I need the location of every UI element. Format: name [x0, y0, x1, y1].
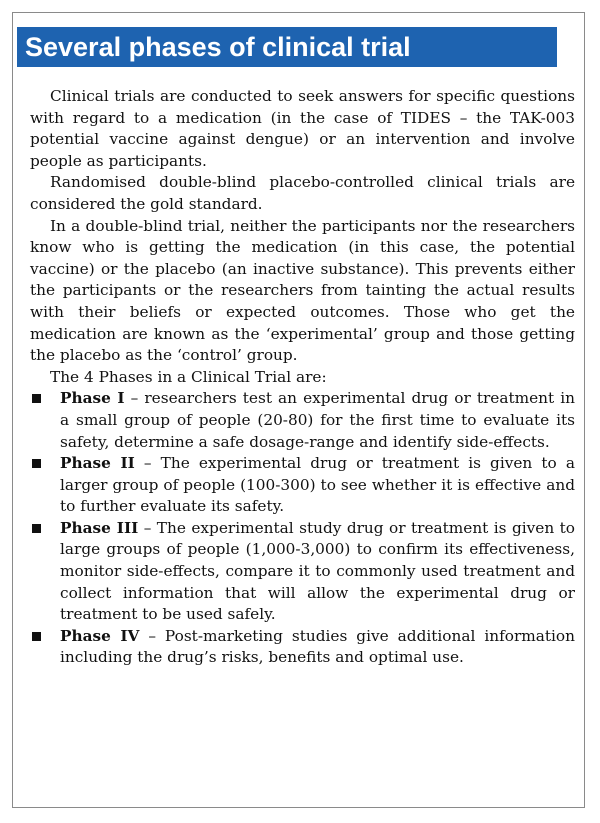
square-bullet-icon	[32, 459, 41, 468]
phase-description: – researchers test an experimental drug or treatment in a small group of people (20-80) for the first time to evaluate its safety, determine a safe dosage-range and identify side-effects.	[60, 389, 575, 451]
phase-item-1	[30, 388, 575, 453]
phase-item-4	[30, 626, 575, 669]
article-body	[30, 86, 575, 669]
phase-item-2	[30, 453, 575, 518]
phase-description: – The experimental drug or treatment is given to a larger group of people (100-300) to see whether it is effective and to further evaluate its safety.	[60, 454, 575, 516]
paragraph-intro: Clinical trials are conducted to seek answers for specific questions with regard to a medication (in the case of TIDES – the TAK-003 potential vaccine against dengue) or an intervention and involve people as participants.	[30, 87, 575, 170]
square-bullet-icon	[32, 632, 41, 641]
square-bullet-icon	[32, 524, 41, 533]
article-title: Several phases of clinical trial	[17, 27, 557, 67]
square-bullet-icon	[32, 394, 41, 403]
phase-name: Phase III	[60, 518, 139, 537]
paragraph-phases-intro: The 4 Phases in a Clinical Trial are:	[50, 367, 327, 386]
phase-list	[30, 388, 575, 669]
paragraph-gold-standard: Randomised double-blind placebo-controlled clinical trials are considered the gold standard.	[30, 173, 575, 213]
phase-name: Phase II	[60, 454, 135, 473]
phase-name: Phase I	[60, 389, 125, 408]
phase-description: – Post-marketing studies give additional information including the drug’s risks, benefits and optimal use.	[60, 626, 575, 667]
phase-name: Phase IV	[60, 626, 140, 645]
paragraph-double-blind: In a double-blind trial, neither the participants nor the researchers know who is getting the medication (in this case, the potential vaccine) or the placebo (an inactive substance). This prevents either the participants or the researchers from tainting the actual results with their beliefs or expected outcomes. Those who get the medication are known as the ‘experimental’ group and those getting the placebo as the ‘control’ group.	[30, 216, 575, 365]
phase-description: – The experimental study drug or treatment is given to large groups of people (1,000-3,000) to confirm its effectiveness, monitor side-effects, compare it to commonly used treatment and collect information that will allow the experimental drug or treatment to be used safely.	[60, 518, 575, 624]
phase-item-3	[30, 518, 575, 626]
